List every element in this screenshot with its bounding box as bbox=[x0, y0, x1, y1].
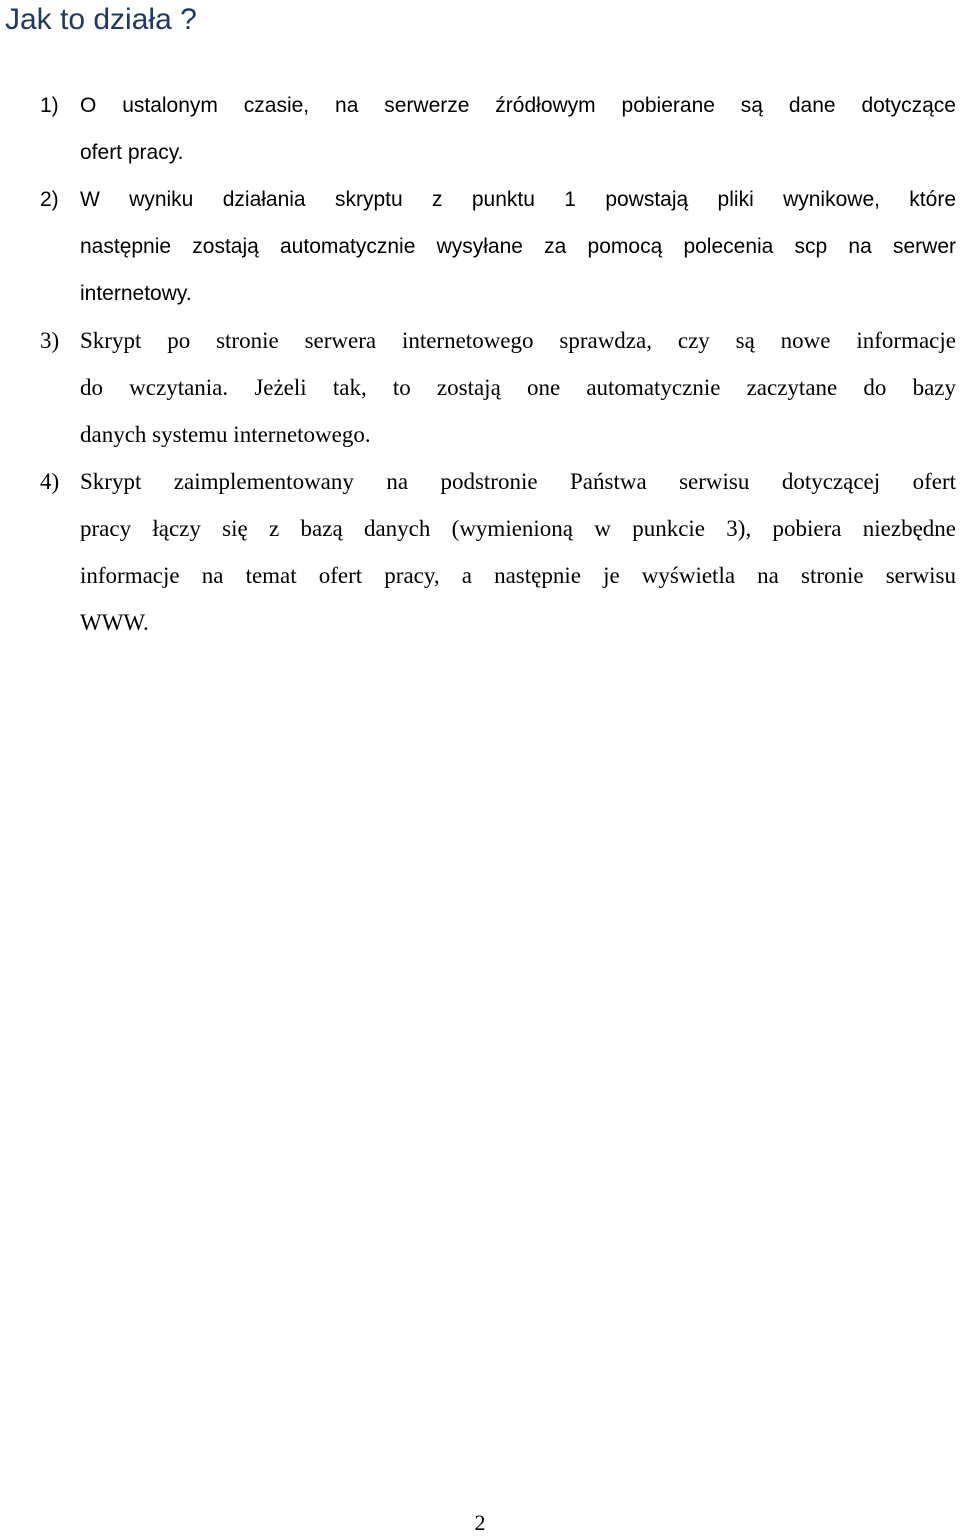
list-item-text bbox=[80, 176, 956, 317]
list-item-text bbox=[80, 458, 956, 646]
list-item-line: pracy łączy się z bazą danych (wymienioną w punkcie 3), pobiera niezbędne bbox=[80, 516, 956, 541]
list-item-number: 3) bbox=[40, 328, 60, 353]
list-item-text bbox=[80, 317, 956, 458]
list-item-number: 4) bbox=[40, 469, 60, 494]
list-item-line: O ustalonym czasie, na serwerze źródłowym pobierane są dane dotyczące bbox=[80, 94, 956, 117]
page-title: Jak to działa ? bbox=[5, 3, 197, 36]
page-number: 2 bbox=[474, 1510, 486, 1535]
list-item-2 bbox=[40, 176, 956, 317]
list-item-line: ofert pracy. bbox=[80, 141, 184, 164]
list-item-text bbox=[80, 82, 956, 176]
list-item-line: internetowy. bbox=[80, 282, 192, 305]
list-item-line: informacje na temat ofert pracy, a następnie je wyświetla na stronie serwisu bbox=[80, 563, 956, 588]
list-item-line: WWW. bbox=[80, 610, 149, 635]
list-item-4 bbox=[40, 458, 956, 646]
list-item-line: do wczytania. Jeżeli tak, to zostają one automatycznie zaczytane do bazy bbox=[80, 375, 956, 400]
list-item-number: 2) bbox=[40, 188, 59, 211]
list-item-1 bbox=[40, 82, 956, 176]
list-item-line: W wyniku działania skryptu z punktu 1 powstają pliki wynikowe, które bbox=[80, 188, 956, 211]
list-item-line: Skrypt po stronie serwera internetowego sprawdza, czy są nowe informacje bbox=[80, 328, 956, 353]
list-item-number: 1) bbox=[40, 94, 59, 117]
list-item-line: następnie zostają automatycznie wysyłane za pomocą polecenia scp na serwer bbox=[80, 235, 956, 258]
list-item-line: danych systemu internetowego. bbox=[80, 422, 371, 447]
numbered-list bbox=[40, 82, 956, 646]
list-item-line: Skrypt zaimplementowany na podstronie Państwa serwisu dotyczącej ofert bbox=[80, 469, 956, 494]
list-item-3 bbox=[40, 317, 956, 458]
